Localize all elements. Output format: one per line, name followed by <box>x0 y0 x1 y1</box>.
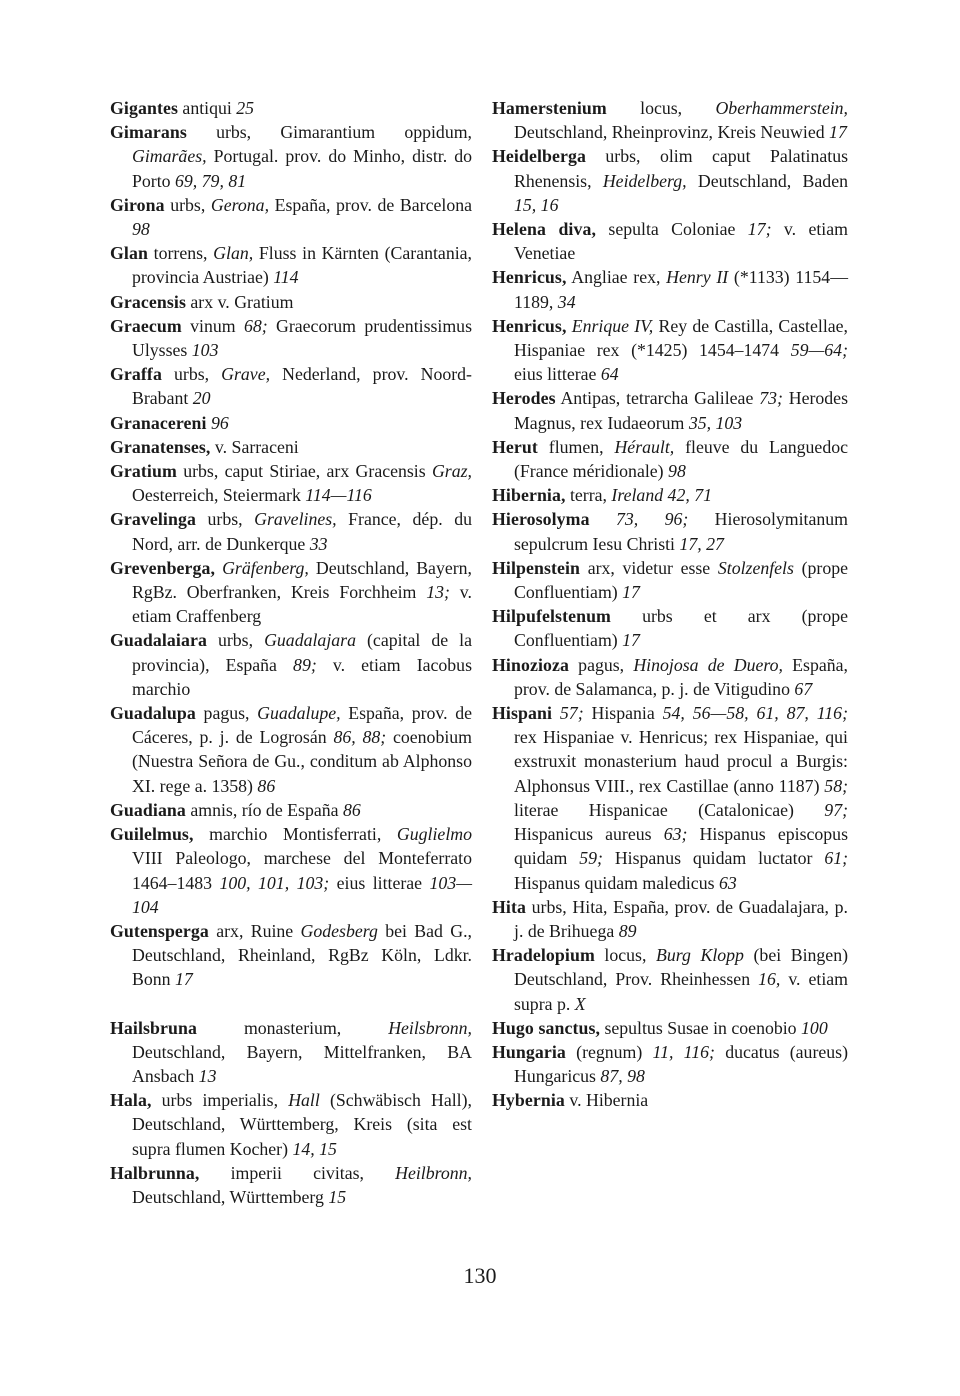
entry-headword: Gravelinga <box>110 509 196 530</box>
index-entry <box>110 120 472 193</box>
index-entry <box>492 701 848 895</box>
entry-headword: Hita <box>492 896 526 917</box>
index-entry <box>110 290 472 314</box>
entry-reference: 73, 96; <box>615 509 689 530</box>
entry-headword: Hala, <box>110 1090 152 1111</box>
entry-reference: 59—64; <box>790 340 848 361</box>
entry-reference: Heidelberg, <box>602 170 687 191</box>
entry-text <box>552 703 560 723</box>
entry-reference: 63; <box>663 824 688 845</box>
entry-text: imperii civitas, <box>199 1162 396 1183</box>
index-entry <box>110 556 472 629</box>
entry-text: Hispanus quidam maledicus <box>514 872 719 893</box>
entry-text: Hispania <box>583 703 663 724</box>
entry-text: Angliae rex, <box>566 267 667 288</box>
entry-headword: Graecum <box>110 315 182 336</box>
entry-text: (Schwäbisch Hall), Deutschland, Württemberg, Kreis (sita est supra flumen Kocher) <box>132 1090 472 1159</box>
entry-text: Deutschland, Bayern, Mittelfranken, BA Ansbach <box>132 1041 472 1086</box>
index-entry <box>110 411 472 435</box>
entry-reference: 73; <box>759 388 783 409</box>
index-entry <box>492 96 848 144</box>
left-column <box>110 96 472 1209</box>
entry-reference: 97; <box>824 799 848 820</box>
entry-reference: 13 <box>198 1065 217 1086</box>
entry-reference: 98 <box>132 219 150 240</box>
entry-text: sepulta Coloniae <box>596 219 748 240</box>
entry-reference: 89; <box>293 654 317 675</box>
entry-headword: Herodes <box>492 388 556 409</box>
entry-text: v. etiam supra p. <box>514 969 849 1014</box>
entry-headword: Hybernia <box>492 1090 565 1111</box>
entry-headword: Heidelberga <box>492 146 586 167</box>
index-entry <box>110 193 472 241</box>
entry-headword: Hibernia, <box>492 485 566 506</box>
entry-headword: Hispani <box>492 703 552 724</box>
entry-reference: 17, 27 <box>679 533 724 554</box>
entry-reference: Godesberg <box>300 920 378 941</box>
entry-headword: Guadiana <box>110 799 186 820</box>
entry-text: España, prov. de Barcelona <box>269 194 472 215</box>
entry-reference: Hérault, <box>614 436 675 457</box>
entry-reference: 100, 101, 103; <box>219 872 330 893</box>
entry-text: coenobium (Nuestra Señora de Gu., conditum ab Alphonso XI. rege a. 1358) <box>132 727 473 796</box>
entry-reference: Gräfenberg, <box>222 557 309 578</box>
entry-text: (capital de la provincia), España <box>132 630 472 675</box>
entry-text: Graecorum prudentissimus Ulysses <box>132 315 472 361</box>
index-entry <box>492 483 848 507</box>
index-entry <box>110 241 472 289</box>
entry-text: France, dép. du Nord, arr. de Dunkerque <box>132 509 472 554</box>
entry-headword: Hinozioza <box>492 654 569 675</box>
entry-text: terra, <box>565 485 612 506</box>
entry-reference: 98 <box>668 461 686 482</box>
index-entry <box>492 217 848 265</box>
index-entry <box>110 628 472 701</box>
entry-reference: Gimarães, <box>132 146 207 167</box>
entry-reference: 61; <box>824 848 849 869</box>
entry-headword: Gigantes <box>110 98 178 118</box>
entry-reference: Henry II <box>666 267 729 288</box>
entry-text: Deutschland, Baden <box>686 170 848 191</box>
index-entry <box>110 459 472 507</box>
entry-reference: 20 <box>192 388 211 409</box>
entry-text: arx, videtur esse <box>580 557 718 578</box>
index-entry <box>110 919 472 992</box>
entry-reference: 103 <box>191 340 219 361</box>
entry-headword: Granatenses, <box>110 436 211 457</box>
entry-reference: Ireland 42, 71 <box>611 485 713 506</box>
entry-headword: Halbrunna, <box>110 1162 200 1183</box>
entry-reference: 17 <box>174 969 193 990</box>
entry-reference: 17 <box>829 122 847 143</box>
entry-reference: 17; <box>747 219 772 240</box>
entry-text: urbs, olim caput Palatinatus Rhenensis, <box>514 146 848 191</box>
entry-text: antiqui <box>177 98 237 118</box>
entry-reference: Heilsbronn, <box>388 1017 472 1038</box>
index-entry <box>110 1088 472 1161</box>
entry-headword: Hailsbruna <box>110 1017 197 1038</box>
entry-reference: Heilbronn, <box>395 1162 472 1183</box>
entry-reference: 15, 16 <box>514 194 559 215</box>
index-entry <box>110 96 472 120</box>
entry-text: (prope Confluentiam) <box>514 557 848 603</box>
entry-reference: 86 <box>257 775 276 796</box>
entry-headword: Gratium <box>110 461 177 482</box>
entry-headword: Hamerstenium <box>492 98 607 118</box>
entry-headword: Guilelmus, <box>110 824 194 845</box>
index-entry <box>492 943 848 1016</box>
entry-reference: X <box>574 993 586 1014</box>
entry-text: urbs imperialis, <box>151 1090 289 1111</box>
entry-reference: 96 <box>211 412 229 433</box>
entry-reference: 15 <box>328 1186 347 1207</box>
entry-reference: 114—116 <box>305 485 372 506</box>
entry-reference: Burg Klopp <box>655 945 744 966</box>
index-entry <box>492 265 848 313</box>
entry-text: urbs, caput Stiriae, arx Gracensis <box>176 461 432 482</box>
entry-reference: Stolzenfels <box>717 557 794 578</box>
entry-text: eius litterae <box>329 872 430 893</box>
entry-text: fleuve du Languedoc (France méridionale) <box>514 436 848 482</box>
entry-reference: Gerona, <box>210 194 270 215</box>
index-entry <box>110 507 472 555</box>
entry-headword: Hungaria <box>492 1041 566 1062</box>
entry-text: literae Hispanicae (Catalonicae) <box>514 799 825 820</box>
entry-reference: 86, 88; <box>333 727 387 748</box>
index-entry <box>492 144 848 217</box>
index-entry <box>110 822 472 919</box>
entry-text: Deutschland, Württemberg <box>132 1186 329 1207</box>
entry-text: (bei Bingen) Deutschland, Prov. Rheinhessen <box>514 945 849 990</box>
entry-headword: Hilpenstein <box>492 557 581 578</box>
entry-text: urbs, <box>195 509 255 530</box>
entry-reference: 11, 116; <box>652 1041 715 1062</box>
index-entry <box>492 653 848 701</box>
index-entry <box>110 1016 472 1089</box>
entry-text: Deutschland, Rheinprovinz, Kreis Neuwied <box>514 122 830 143</box>
entry-text: Hierosolymitanum sepulcrum Iesu Christi <box>514 509 849 554</box>
entry-text: v. etiam Venetiae <box>514 219 848 264</box>
entry-reference: 17 <box>622 630 640 651</box>
entry-text: urbs, <box>164 194 211 215</box>
entry-reference: 68; <box>243 315 268 336</box>
entry-reference: Oberhammerstein, <box>715 98 848 118</box>
index-entry <box>492 435 848 483</box>
entry-headword: Hugo sanctus, <box>492 1017 601 1038</box>
entry-reference: Hall <box>288 1090 320 1111</box>
entry-text: locus, <box>606 98 716 118</box>
entry-text: Nederland, prov. Noord-Brabant <box>132 364 472 409</box>
entry-text: sepultus Susae in coenobio <box>600 1017 802 1038</box>
entry-headword: Guadalupa <box>110 703 196 724</box>
entry-text: (regnum) <box>565 1041 653 1062</box>
index-entry <box>110 1161 472 1209</box>
entry-text: amnis, río de España <box>185 799 343 820</box>
entry-text: arx, Ruine <box>208 920 301 941</box>
entry-reference: Hinojosa de Duero, <box>633 654 783 675</box>
entry-text: bei Bad G., Deutschland, Rheinland, RgBz Köln, Ldkr. Bonn <box>132 920 472 990</box>
entry-headword: Graffa <box>110 364 162 385</box>
entry-reference: 103—104 <box>132 872 473 917</box>
entry-reference: 58; <box>824 775 848 796</box>
entry-reference: 33 <box>309 533 328 554</box>
entry-text: VIII Paleologo, marchese del Monteferrato 1464–1483 <box>132 848 472 893</box>
entry-text: Hispanus episcopus quidam <box>514 824 848 869</box>
entry-headword: Helena diva, <box>492 219 596 240</box>
entry-text: v. Sarraceni <box>210 436 299 457</box>
entry-reference: 69, 79, 81 <box>174 170 247 191</box>
entry-text: ducatus (aureus) Hungaricus <box>514 1041 848 1087</box>
entry-text: Portugal. prov. do Minho, distr. do Porto <box>132 146 472 191</box>
section-gap <box>110 992 472 1016</box>
entry-reference: 64 <box>600 364 619 385</box>
index-entry <box>110 798 472 822</box>
entry-text: eius litterae <box>514 364 601 385</box>
entry-reference: 86 <box>342 799 361 820</box>
entry-text: pagus, <box>195 703 258 724</box>
index-entry <box>492 1040 848 1088</box>
entry-reference: 59; <box>579 848 603 869</box>
entry-text: Antipas, tetrarcha Galileae <box>555 388 760 409</box>
entry-reference: 57; <box>559 703 584 724</box>
index-entry <box>110 362 472 410</box>
entry-text: v. etiam Iacobus marchio <box>132 654 472 699</box>
entry-headword: Henricus, <box>492 315 567 336</box>
entry-reference: 34 <box>557 291 576 312</box>
entry-reference: 14, 15 <box>292 1138 337 1159</box>
entry-text: Deutschland, Bayern, RgBz. Oberfranken, Kreis Forchheim <box>132 557 472 603</box>
entry-reference: Glan, <box>213 243 254 264</box>
entry-text: v. etiam Craffenberg <box>132 582 472 627</box>
index-entry <box>492 895 848 943</box>
entry-text: España, prov. de Cáceres, p. j. de Logrosán <box>132 703 473 748</box>
entry-text: urbs et arx (prope Confluentiam) <box>514 606 848 651</box>
entry-headword: Hierosolyma <box>492 509 590 530</box>
entry-text: Herodes Magnus, rex Iudaeorum <box>514 388 848 433</box>
entry-reference: 67 <box>794 678 813 699</box>
entry-reference: Enrique IV, <box>571 315 654 336</box>
entry-reference: Guadalajara <box>264 630 356 651</box>
entry-reference: 16, <box>758 969 781 990</box>
entry-text: España, prov. de Salamanca, p. j. de Vitigudino <box>514 654 848 699</box>
entry-reference: Guglielmo <box>396 824 472 845</box>
entry-reference: Gravelines, <box>254 509 337 530</box>
right-column <box>492 96 848 1113</box>
entry-text: monasterium, <box>196 1017 389 1038</box>
entry-text: urbs, <box>206 630 265 651</box>
entry-text: marchio Montisferrati, <box>193 824 397 845</box>
entry-headword: Guadalaiara <box>110 630 207 651</box>
index-entry <box>492 604 848 652</box>
index-entry <box>110 314 472 362</box>
entry-text: flumen, <box>537 436 615 457</box>
entry-reference: 13; <box>426 582 450 603</box>
entry-reference: 63 <box>718 872 737 893</box>
index-entry <box>492 386 848 434</box>
entry-text: urbs, Gimarantium oppidum, <box>186 122 472 143</box>
entry-text: Hispanus quidam luctator <box>602 848 825 869</box>
entry-text: Rey de Castilla, Castellae, Hispaniae rex (*1425) 1454–1474 <box>514 315 848 361</box>
entry-text: urbs, <box>161 364 222 385</box>
entry-text: arx v. Gratium <box>185 291 294 312</box>
entry-headword: Henricus, <box>492 267 567 288</box>
entry-reference: 89 <box>618 920 637 941</box>
entry-headword: Girona <box>110 194 165 215</box>
entry-reference: 35, 103 <box>688 412 743 433</box>
entry-text <box>590 509 616 529</box>
entry-text: rex Hispaniae v. Henricus; rex Hispaniae, qui exstruxit monasterium haud procul a Burgis: Alphonsus VIII., rex Castillae (anno 1187) <box>514 727 848 796</box>
entry-reference: 54, 56—58, 61, 87, 116; <box>662 703 848 724</box>
index-entry <box>492 314 848 387</box>
entry-text: Hispanicus aureus <box>514 824 664 845</box>
entry-reference: 114 <box>273 267 299 288</box>
entry-text: Fluss in Kärnten (Carantania, provincia Austriae) <box>132 243 472 288</box>
entry-reference: Guadalupe, <box>257 703 341 724</box>
entry-reference: 87, 98 <box>600 1066 645 1087</box>
entry-reference: Graz, <box>431 461 472 482</box>
entry-headword: Gracensis <box>110 291 186 312</box>
entry-headword: Hilpufelstenum <box>492 606 611 627</box>
index-entry <box>110 435 472 459</box>
index-entry <box>492 556 848 604</box>
entry-reference: 25 <box>236 98 255 118</box>
entry-text: locus, <box>594 945 656 966</box>
entry-headword: Hradelopium <box>492 945 595 966</box>
index-entry <box>492 1016 848 1040</box>
entry-headword: Gutensperga <box>110 920 209 941</box>
entry-text: vinum <box>181 315 244 336</box>
entry-reference: Grave, <box>221 364 271 385</box>
entry-text: v. Hibernia <box>564 1090 649 1111</box>
entry-text: urbs, Hita, España, prov. de Guadalajara, p. j. de Brihuega <box>514 896 848 941</box>
entry-headword: Herut <box>492 436 538 457</box>
entry-headword: Glan <box>110 243 148 264</box>
entry-text: torrens, <box>147 243 214 264</box>
entry-reference: 100 <box>801 1017 828 1038</box>
entry-headword: Gimarans <box>110 122 187 143</box>
index-entry <box>492 1088 848 1112</box>
entry-reference: 17 <box>622 582 640 603</box>
entry-text: (*1133) 1154—1189, <box>514 267 848 312</box>
entry-headword: Granacereni <box>110 412 207 433</box>
index-entry <box>492 507 848 555</box>
entry-headword: Grevenberga, <box>110 557 216 578</box>
entry-text: pagus, <box>568 654 634 675</box>
index-entry <box>110 701 472 798</box>
entry-text: Oesterreich, Steiermark <box>132 485 306 506</box>
page-number: 130 <box>463 1263 497 1288</box>
